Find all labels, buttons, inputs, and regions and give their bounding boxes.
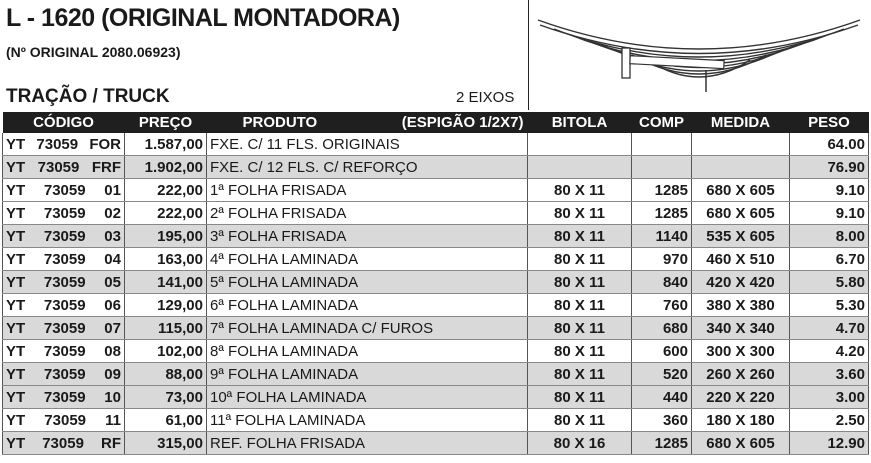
size-cell: 535 X 605 [692, 225, 790, 248]
code-ref: 73059 [36, 135, 79, 153]
length-cell: 1285 [632, 432, 692, 455]
code-prefix: YT [6, 273, 26, 291]
product-cell: 1ª FOLHA FRISADA [207, 179, 528, 202]
length-cell [632, 156, 692, 179]
table-row [3, 202, 869, 225]
table-row [3, 294, 869, 317]
code-suffix: 08 [104, 342, 121, 360]
leaf-spring-illustration [534, 8, 864, 100]
length-cell: 1140 [632, 225, 692, 248]
gauge-cell: 80 X 11 [528, 202, 632, 225]
length-cell: 680 [632, 317, 692, 340]
code-cell [3, 133, 125, 156]
product-cell: 11ª FOLHA LAMINADA [207, 409, 528, 432]
table-row [3, 248, 869, 271]
axles-label: 2 EIXOS [456, 89, 515, 106]
table-row [3, 133, 869, 156]
length-cell: 840 [632, 271, 692, 294]
gauge-cell: 80 X 11 [528, 409, 632, 432]
col-product-label: PRODUTO [242, 114, 318, 131]
weight-cell: 6.70 [790, 248, 869, 271]
product-cell: FXE. C/ 12 FLS. C/ REFORÇO [207, 156, 528, 179]
table-row [3, 363, 869, 386]
weight-cell: 4.70 [790, 317, 869, 340]
code-prefix: YT [6, 296, 26, 314]
price-cell: 1.902,00 [125, 156, 207, 179]
code-suffix: 10 [104, 388, 121, 406]
code-cell [3, 156, 125, 179]
product-cell: 7ª FOLHA LAMINADA C/ FUROS [207, 317, 528, 340]
code-ref: 73059 [43, 181, 86, 199]
table-row [3, 225, 869, 248]
code-cell [3, 340, 125, 363]
code-prefix: YT [6, 434, 26, 452]
code-cell [3, 248, 125, 271]
table-row [3, 156, 869, 179]
code-cell [3, 179, 125, 202]
gauge-cell: 80 X 11 [528, 363, 632, 386]
product-cell: 9ª FOLHA LAMINADA [207, 363, 528, 386]
col-gauge: BITOLA [528, 112, 632, 133]
product-cell: 6ª FOLHA LAMINADA [207, 294, 528, 317]
col-product [207, 112, 528, 133]
price-cell: 163,00 [125, 248, 207, 271]
size-cell: 220 X 220 [692, 386, 790, 409]
code-ref: 73059 [43, 319, 86, 337]
length-cell: 520 [632, 363, 692, 386]
size-cell: 180 X 180 [692, 409, 790, 432]
code-cell [3, 225, 125, 248]
gauge-cell: 80 X 11 [528, 225, 632, 248]
code-ref: 73059 [43, 273, 86, 291]
code-ref: 73059 [43, 388, 86, 406]
code-ref: 73059 [43, 204, 86, 222]
price-cell: 315,00 [125, 432, 207, 455]
product-cell: 2ª FOLHA FRISADA [207, 202, 528, 225]
code-ref: 73059 [43, 296, 86, 314]
size-cell: 460 X 510 [692, 248, 790, 271]
code-prefix: YT [6, 411, 26, 429]
table-row [3, 317, 869, 340]
size-cell: 680 X 605 [692, 202, 790, 225]
product-cell: REF. FOLHA FRISADA [207, 432, 528, 455]
weight-cell: 12.90 [790, 432, 869, 455]
code-suffix: 09 [104, 365, 121, 383]
code-cell [3, 294, 125, 317]
code-cell [3, 317, 125, 340]
price-cell: 102,00 [125, 340, 207, 363]
header-divider [528, 0, 529, 110]
length-cell: 360 [632, 409, 692, 432]
code-prefix: YT [6, 365, 26, 383]
weight-cell: 3.00 [790, 386, 869, 409]
size-cell: 300 X 300 [692, 340, 790, 363]
col-code: CÓDIGO [3, 112, 125, 133]
weight-cell: 9.10 [790, 202, 869, 225]
col-product-note: (ESPIGÃO 1/2X7) [401, 114, 524, 131]
size-cell: 260 X 260 [692, 363, 790, 386]
code-ref: 73059 [43, 250, 86, 268]
product-cell: 10ª FOLHA LAMINADA [207, 386, 528, 409]
price-cell: 1.587,00 [125, 133, 207, 156]
gauge-cell: 80 X 11 [528, 248, 632, 271]
price-cell: 61,00 [125, 409, 207, 432]
price-cell: 195,00 [125, 225, 207, 248]
length-cell: 970 [632, 248, 692, 271]
product-cell: 4ª FOLHA LAMINADA [207, 248, 528, 271]
table-row [3, 179, 869, 202]
code-suffix: 06 [104, 296, 121, 314]
size-cell: 680 X 605 [692, 432, 790, 455]
product-cell: 5ª FOLHA LAMINADA [207, 271, 528, 294]
size-cell [692, 156, 790, 179]
code-suffix: 07 [104, 319, 121, 337]
length-cell: 600 [632, 340, 692, 363]
table-row [3, 386, 869, 409]
code-ref: 73059 [44, 411, 87, 429]
table-row [3, 271, 869, 294]
col-weight: PESO [790, 112, 869, 133]
weight-cell: 2.50 [790, 409, 869, 432]
table-row [3, 432, 869, 455]
size-cell: 380 X 380 [692, 294, 790, 317]
size-cell: 680 X 605 [692, 179, 790, 202]
code-prefix: YT [6, 204, 26, 222]
code-prefix: YT [6, 135, 26, 153]
price-cell: 222,00 [125, 179, 207, 202]
code-ref: 73059 [42, 434, 84, 452]
table-row [3, 409, 869, 432]
code-suffix: 05 [104, 273, 121, 291]
gauge-cell: 80 X 11 [528, 271, 632, 294]
weight-cell: 76.90 [790, 156, 869, 179]
code-suffix: FOR [89, 135, 121, 153]
size-cell: 420 X 420 [692, 271, 790, 294]
price-cell: 88,00 [125, 363, 207, 386]
price-cell: 141,00 [125, 271, 207, 294]
col-length: COMP [632, 112, 692, 133]
size-cell [692, 133, 790, 156]
gauge-cell: 80 X 11 [528, 179, 632, 202]
page-title: L - 1620 (ORIGINAL MONTADORA) [6, 4, 400, 32]
length-cell: 1285 [632, 202, 692, 225]
code-suffix: 04 [104, 250, 121, 268]
code-prefix: YT [6, 319, 26, 337]
code-prefix: YT [6, 227, 26, 245]
product-cell: 8ª FOLHA LAMINADA [207, 340, 528, 363]
length-cell: 760 [632, 294, 692, 317]
code-cell [3, 409, 125, 432]
weight-cell: 9.10 [790, 179, 869, 202]
weight-cell: 5.30 [790, 294, 869, 317]
price-cell: 73,00 [125, 386, 207, 409]
code-prefix: YT [6, 342, 26, 360]
code-cell [3, 386, 125, 409]
gauge-cell: 80 X 11 [528, 386, 632, 409]
code-ref: 73059 [43, 342, 86, 360]
gauge-cell [528, 156, 632, 179]
price-cell: 222,00 [125, 202, 207, 225]
code-ref: 73059 [37, 158, 80, 176]
code-suffix: 03 [104, 227, 121, 245]
weight-cell: 64.00 [790, 133, 869, 156]
original-part-number: (Nº ORIGINAL 2080.06923) [6, 44, 181, 60]
length-cell: 1285 [632, 179, 692, 202]
table-header-row [3, 112, 869, 133]
gauge-cell: 80 X 16 [528, 432, 632, 455]
gauge-cell: 80 X 11 [528, 317, 632, 340]
code-suffix: 11 [105, 411, 121, 429]
code-cell [3, 202, 125, 225]
price-cell: 129,00 [125, 294, 207, 317]
code-suffix: 02 [104, 204, 121, 222]
code-cell [3, 271, 125, 294]
code-suffix: RF [100, 434, 121, 452]
parts-table [2, 112, 869, 455]
length-cell: 440 [632, 386, 692, 409]
weight-cell: 4.20 [790, 340, 869, 363]
code-ref: 73059 [43, 365, 86, 383]
section-heading: TRAÇÃO / TRUCK [6, 86, 170, 107]
product-cell: FXE. C/ 11 FLS. ORIGINAIS [207, 133, 528, 156]
code-cell [3, 363, 125, 386]
gauge-cell: 80 X 11 [528, 294, 632, 317]
gauge-cell: 80 X 11 [528, 340, 632, 363]
col-price: PREÇO [125, 112, 207, 133]
weight-cell: 3.60 [790, 363, 869, 386]
code-cell [3, 432, 125, 455]
table-row [3, 340, 869, 363]
weight-cell: 8.00 [790, 225, 869, 248]
code-prefix: YT [6, 388, 26, 406]
weight-cell: 5.80 [790, 271, 869, 294]
length-cell [632, 133, 692, 156]
gauge-cell [528, 133, 632, 156]
size-cell: 340 X 340 [692, 317, 790, 340]
col-size: MEDIDA [692, 112, 790, 133]
code-prefix: YT [6, 250, 26, 268]
code-suffix: 01 [104, 181, 121, 199]
code-suffix: FRF [91, 158, 121, 176]
product-cell: 3ª FOLHA FRISADA [207, 225, 528, 248]
code-prefix: YT [6, 158, 26, 176]
code-ref: 73059 [43, 227, 86, 245]
code-prefix: YT [6, 181, 26, 199]
price-cell: 115,00 [125, 317, 207, 340]
